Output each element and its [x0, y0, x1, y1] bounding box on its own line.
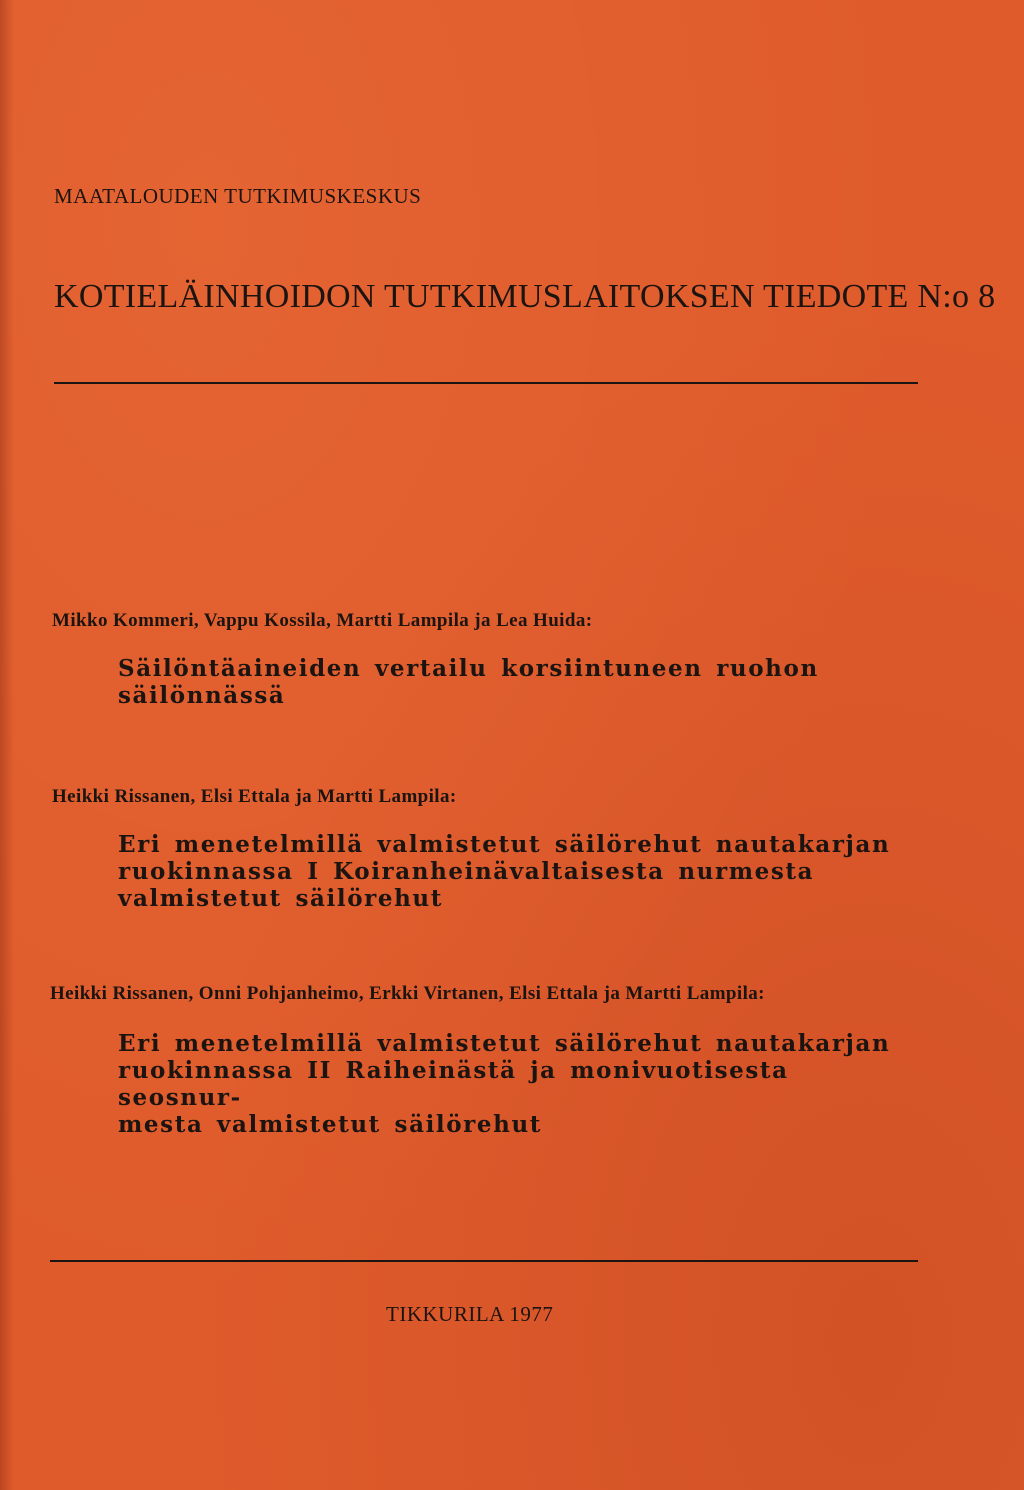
article-1-authors: Mikko Kommeri, Vappu Kossila, Martti Lampila ja Lea Huida:: [52, 610, 593, 631]
bottom-divider: [50, 1260, 918, 1262]
article-2-authors: Heikki Rissanen, Elsi Ettala ja Martti Lampila:: [52, 786, 457, 807]
article-1-title: Säilöntäaineiden vertailu korsiintuneen ruohon säilönnässä: [118, 655, 819, 709]
top-divider: [54, 382, 918, 384]
article-3-authors: Heikki Rissanen, Onni Pohjanheimo, Erkki Virtanen, Elsi Ettala ja Martti Lampila:: [50, 983, 765, 1004]
article-3-title: Eri menetelmillä valmistetut säilörehut nautakarjan ruokinnassa II Raiheinästä ja monivuotisesta seosnur- mesta valmistetut säilörehut: [118, 1030, 891, 1138]
article-2-title: Eri menetelmillä valmistetut säilörehut nautakarjan ruokinnassa I Koiranheinävaltaisesta nurmesta valmistetut säilörehut: [118, 831, 891, 912]
series-title: KOTIELÄINHOIDON TUTKIMUSLAITOKSEN TIEDOTE N:o 8: [54, 278, 996, 315]
institute-name: MAATALOUDEN TUTKIMUSKESKUS: [54, 184, 422, 208]
page-edge-shadow: [0, 0, 14, 1490]
imprint: TIKKURILA 1977: [386, 1302, 554, 1326]
